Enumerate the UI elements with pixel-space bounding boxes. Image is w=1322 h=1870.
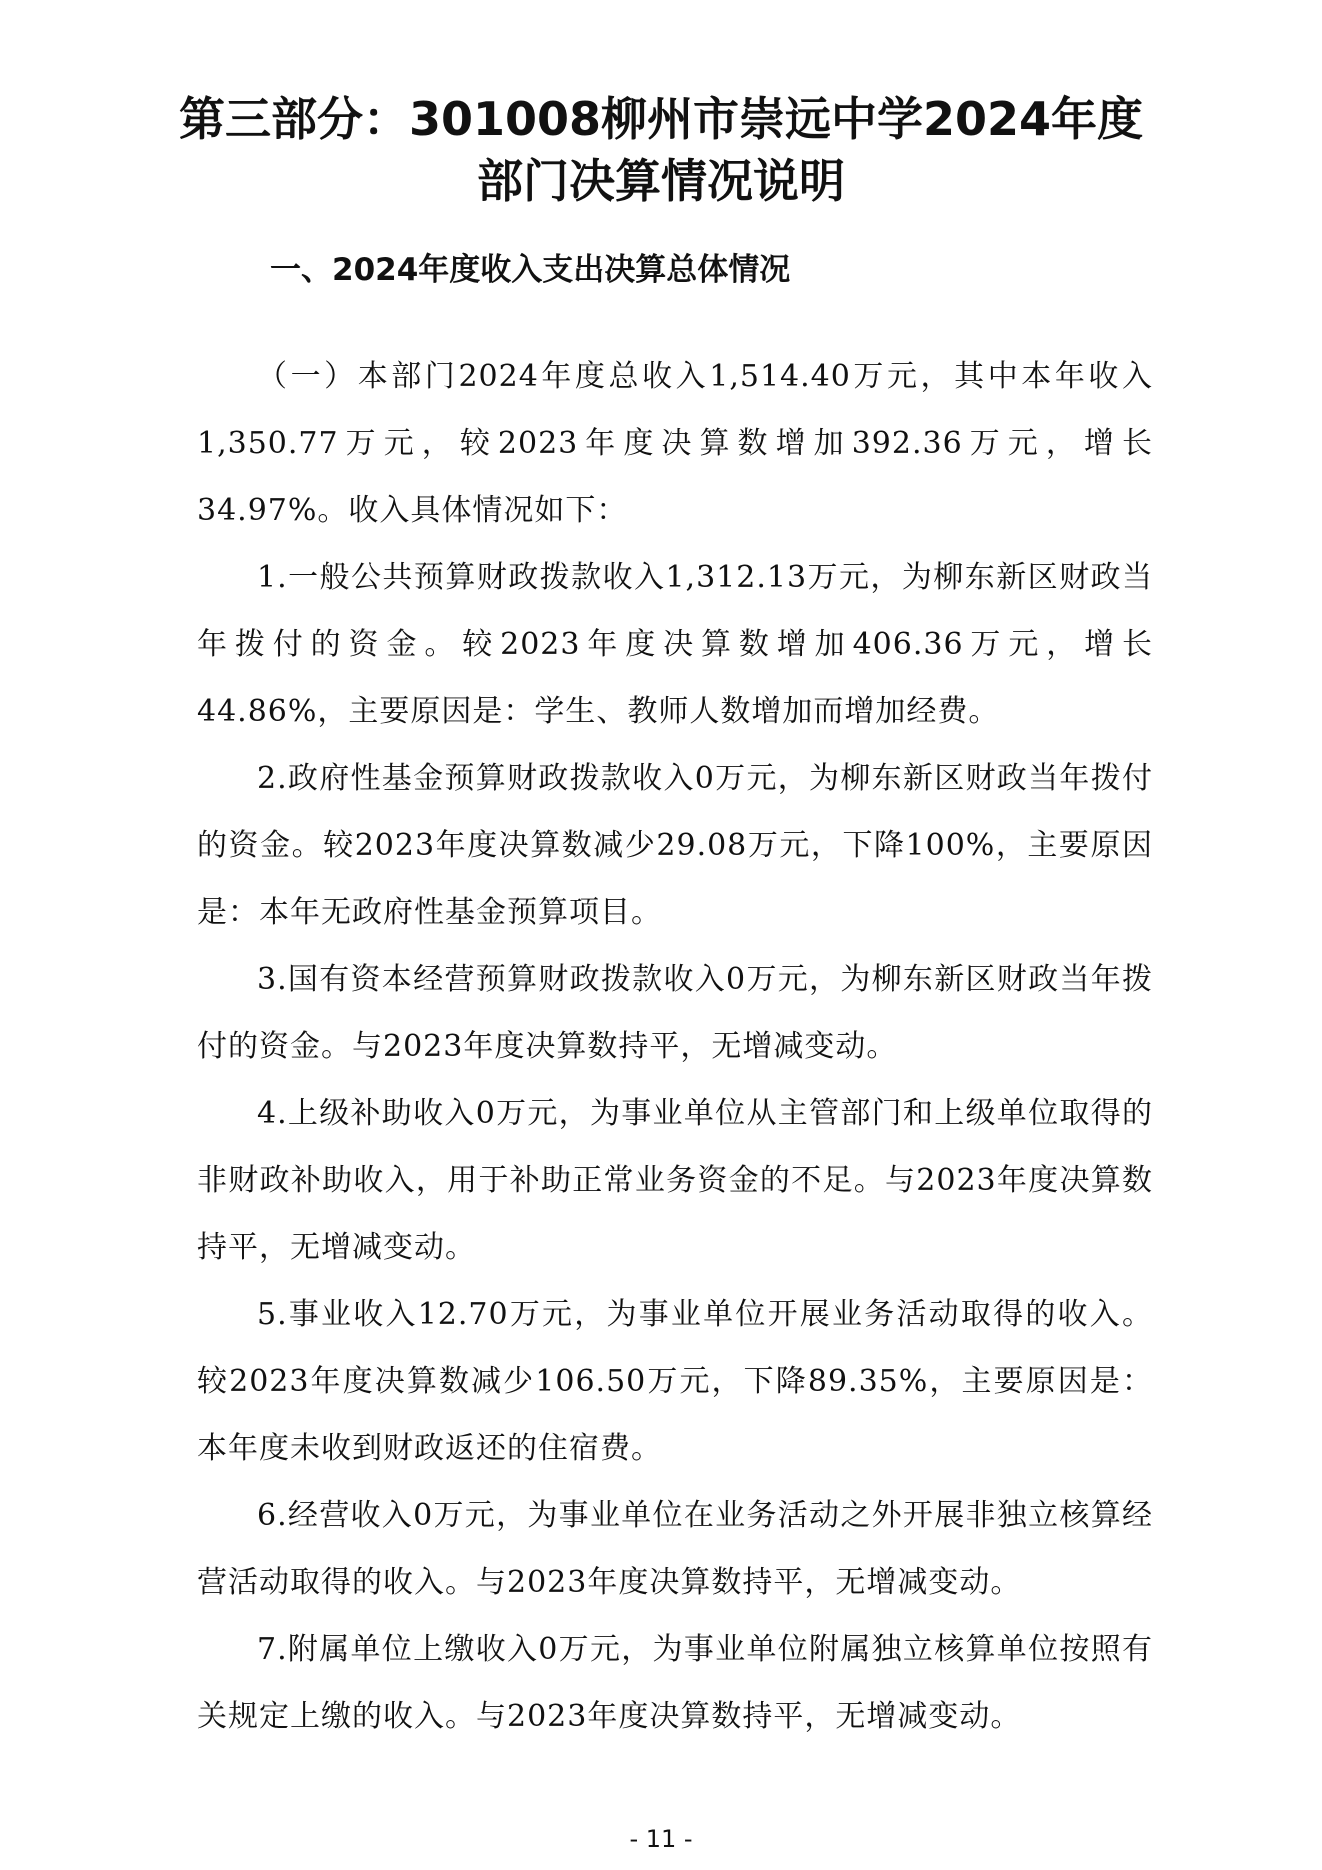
section-heading: 一、2024年度收入支出决算总体情况 — [270, 252, 791, 288]
paragraph-affiliate-income: 7.附属单位上缴收入0万元，为事业单位附属独立核算单位按照有关规定上缴的收入。与2023年度决算数持平，无增减变动。 — [197, 1632, 1153, 1734]
paragraph-business-income: 5.事业收入12.70万元，为事业单位开展业务活动取得的收入。较2023年度决算数减少106.50万元，下降89.35%，主要原因是：本年度未收到财政返还的住宿费。 — [197, 1297, 1153, 1466]
title-line-2: 部门决算情况说明 — [477, 154, 845, 208]
title-line-1: 第三部分：301008柳州市崇远中学2024年度 — [178, 92, 1144, 146]
paragraph-general-budget: 1.一般公共预算财政拨款收入1,312.13万元，为柳东新区财政当年拨付的资金。较2023年度决算数增加406.36万元，增长44.86%，主要原因是：学生、教师人数增加而增加经费。 — [197, 560, 1153, 729]
paragraph-operating-income: 6.经营收入0万元，为事业单位在业务活动之外开展非独立核算经营活动取得的收入。与2023年度决算数持平，无增减变动。 — [197, 1498, 1153, 1600]
document-title — [0, 88, 1322, 212]
paragraph-income-overview: （一）本部门2024年度总收入1,514.40万元，其中本年收入1,350.77万元，较2023年度决算数增加392.36万元，增长34.97%。收入具体情况如下： — [197, 359, 1153, 528]
paragraph-government-fund: 2.政府性基金预算财政拨款收入0万元，为柳东新区财政当年拨付的资金。较2023年度决算数减少29.08万元，下降100%，主要原因是：本年无政府性基金预算项目。 — [197, 761, 1153, 930]
page-number: - 11 - — [629, 1825, 693, 1853]
paragraph-state-capital: 3.国有资本经营预算财政拨款收入0万元，为柳东新区财政当年拨付的资金。与2023年度决算数持平，无增减变动。 — [197, 962, 1153, 1064]
document-body — [197, 343, 1153, 1750]
paragraph-higher-subsidy: 4.上级补助收入0万元，为事业单位从主管部门和上级单位取得的非财政补助收入，用于补助正常业务资金的不足。与2023年度决算数持平，无增减变动。 — [197, 1096, 1153, 1265]
